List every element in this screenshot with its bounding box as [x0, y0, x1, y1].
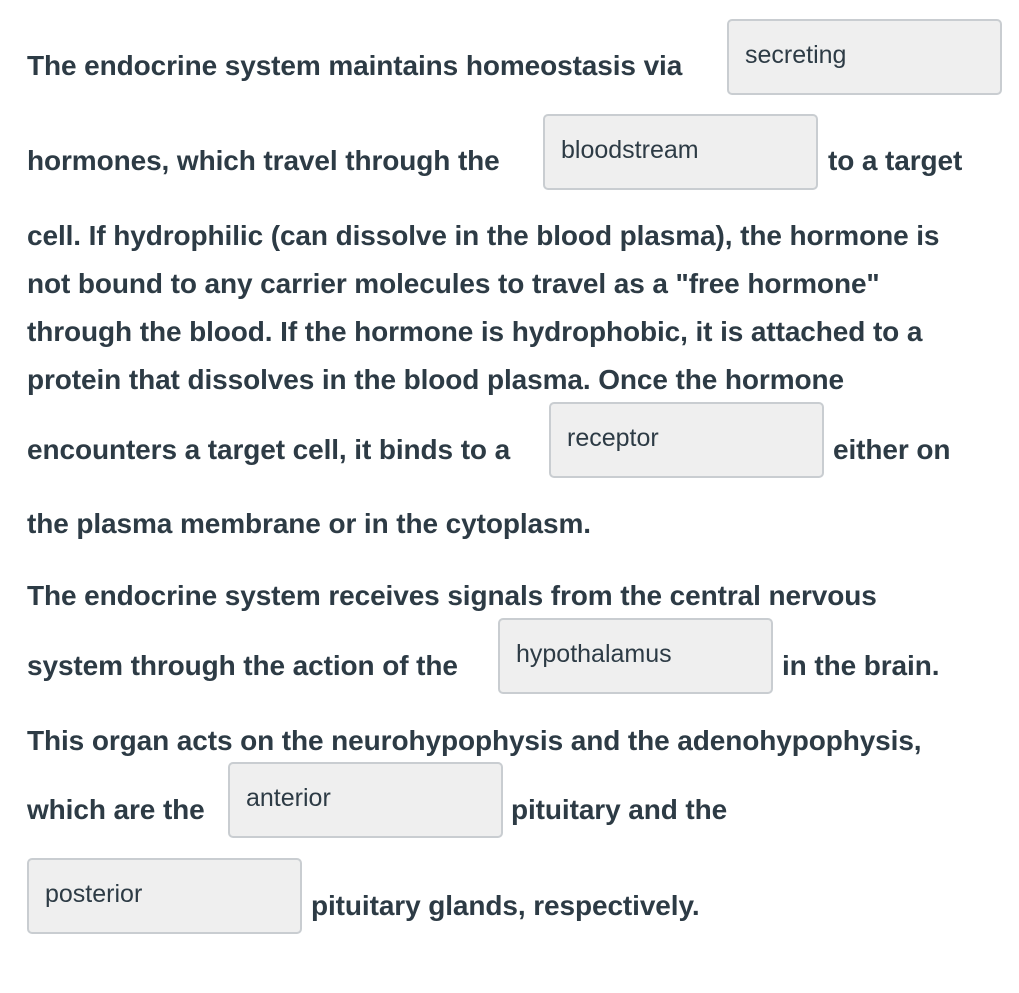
- answer-blank-2[interactable]: bloodstream: [543, 114, 818, 190]
- text-line: cell. If hydrophilic (can dissolve in the blood plasma), the hormone is: [27, 220, 940, 251]
- answer-blank-6[interactable]: posterior: [27, 858, 302, 934]
- text-line: The endocrine system receives signals from the central nervous: [27, 580, 877, 611]
- text-line: hormones, which travel through the: [27, 145, 500, 176]
- text-line: protein that dissolves in the blood plasma. Once the hormone: [27, 364, 845, 395]
- answer-blank-5[interactable]: anterior: [228, 762, 503, 838]
- text-line: This organ acts on the neurohypophysis and the adenohypophysis,: [27, 725, 922, 756]
- text-line: pituitary and the: [511, 794, 728, 825]
- text-line: either on: [833, 434, 951, 465]
- text-line: not bound to any carrier molecules to travel as a "free hormone": [27, 268, 880, 299]
- text-line: which are the: [27, 794, 205, 825]
- text-line: pituitary glands, respectively.: [311, 890, 700, 921]
- text-line: system through the action of the: [27, 650, 458, 681]
- text-line: The endocrine system maintains homeostasis via: [27, 50, 683, 81]
- answer-blank-1[interactable]: secreting: [727, 19, 1002, 95]
- answer-blank-3[interactable]: receptor: [549, 402, 824, 478]
- text-line: through the blood. If the hormone is hydrophobic, it is attached to a: [27, 316, 923, 347]
- text-line: in the brain.: [782, 650, 940, 681]
- text-line: the plasma membrane or in the cytoplasm.: [27, 508, 591, 539]
- answer-blank-4[interactable]: hypothalamus: [498, 618, 773, 694]
- text-line: encounters a target cell, it binds to a: [27, 434, 511, 465]
- text-line: to a target: [828, 145, 963, 176]
